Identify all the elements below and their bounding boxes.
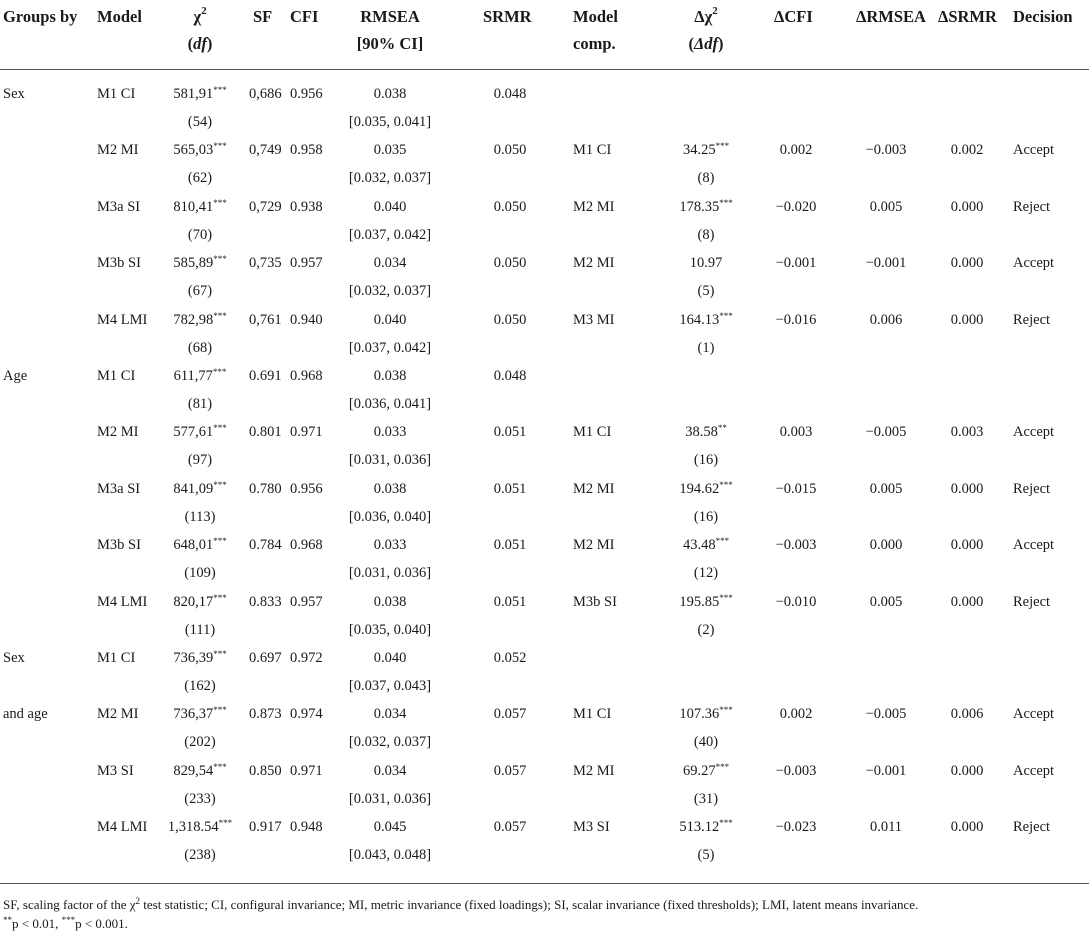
cell-sf: 0.784 <box>249 537 282 554</box>
delta-chi2-stars: *** <box>719 818 733 829</box>
cell-srmr: 0.057 <box>493 706 527 723</box>
cell-delta-srmr: 0.000 <box>950 819 984 836</box>
cell-sf: 0.780 <box>249 480 282 497</box>
footnote-line2-b: p < 0.001. <box>75 916 128 931</box>
delta-chi2-value: 10.97 <box>689 255 723 272</box>
cell-sf: 0.801 <box>249 424 282 441</box>
cell-sf: 0.873 <box>249 706 282 723</box>
cell-delta-chi2 <box>650 249 762 277</box>
cell-cfi: 0.957 <box>290 593 323 610</box>
cell-delta-srmr: 0.000 <box>950 198 984 215</box>
delta-chi2-value: 34.25 <box>682 142 716 159</box>
cell-model: M3a SI <box>97 198 141 215</box>
cell-rmsea: 0.038 <box>373 368 407 384</box>
col-header-delta-rmsea: ΔRMSEA <box>856 7 926 26</box>
cell-delta-rmsea: 0.005 <box>869 593 903 610</box>
cell-delta-cfi: −0.003 <box>775 537 817 554</box>
cell-rmsea: 0.040 <box>373 311 407 328</box>
cell-delta-rmsea: −0.003 <box>865 142 907 159</box>
cell-rmsea: 0.040 <box>373 650 407 666</box>
chi2-value: 611,77 <box>173 368 213 384</box>
bottom-rule <box>0 883 1089 884</box>
cell-df: (233) <box>184 790 216 807</box>
chi2-stars: *** <box>213 85 227 95</box>
cell-rmsea-ci: [0.032, 0.037] <box>348 283 432 300</box>
col-header-sf: SF <box>253 7 273 26</box>
cell-group: and age <box>3 706 48 723</box>
cell-sf: 0.850 <box>249 762 282 779</box>
delta-chi2-value: 69.27 <box>682 762 716 779</box>
delta-chi2-stars: *** <box>719 705 733 716</box>
cell-rmsea-ci: [0.043, 0.048] <box>348 847 432 864</box>
table-row <box>0 757 1089 813</box>
cell-cfi: 0.971 <box>290 762 323 779</box>
cell-delta-chi2 <box>650 136 762 164</box>
ddf-close: ) <box>718 34 724 53</box>
table-row <box>0 306 1089 362</box>
cell-sf: 0,735 <box>249 255 282 272</box>
delta-chi2-stars: *** <box>719 479 733 490</box>
cell-rmsea: 0.034 <box>373 255 407 272</box>
cell-chi2 <box>150 531 250 559</box>
cell-delta-chi2 <box>650 306 762 334</box>
delta-chi2-value: 38.58 <box>685 424 718 441</box>
cell-decision: Reject <box>1013 198 1051 215</box>
table-row <box>0 249 1089 305</box>
cell-df: (109) <box>184 565 216 582</box>
cell-delta-cfi: −0.015 <box>775 480 817 497</box>
col-header-cfi: CFI <box>290 7 319 26</box>
cell-rmsea-ci: [0.032, 0.037] <box>348 734 432 751</box>
cell-rmsea-ci: [0.031, 0.036] <box>348 790 432 807</box>
cell-sf: 0.697 <box>249 650 282 666</box>
cell-model-comp: M1 CI <box>573 424 612 441</box>
cell-rmsea-ci: [0.036, 0.041] <box>348 396 432 412</box>
cell-delta-df: (8) <box>697 226 715 243</box>
cell-delta-df: (8) <box>697 170 715 187</box>
cell-chi2 <box>150 136 250 164</box>
header-rule <box>0 69 1089 70</box>
col-header-groups-by: Groups by <box>3 7 78 26</box>
cell-decision: Reject <box>1013 593 1051 610</box>
cell-df: (67) <box>187 283 213 300</box>
cell-delta-df: (12) <box>693 565 719 582</box>
cell-delta-srmr: 0.000 <box>950 762 984 779</box>
cell-df: (81) <box>187 396 213 412</box>
cell-model: M1 CI <box>97 650 136 666</box>
cell-model: M4 LMI <box>97 819 148 836</box>
cell-delta-rmsea: 0.005 <box>869 480 903 497</box>
cell-delta-rmsea: 0.006 <box>869 311 903 328</box>
cell-delta-srmr: 0.000 <box>950 537 984 554</box>
cell-srmr: 0.057 <box>493 819 527 836</box>
cell-chi2 <box>150 588 250 616</box>
footnote-significance <box>3 914 128 933</box>
delta-chi2-stars: *** <box>719 310 733 321</box>
cell-rmsea-ci: [0.035, 0.040] <box>348 621 432 638</box>
cell-delta-df: (16) <box>693 452 719 469</box>
delta-chi2-stars: *** <box>715 536 730 547</box>
cell-srmr: 0.052 <box>493 650 527 666</box>
chi2-value: 648,01 <box>173 537 214 554</box>
cell-srmr: 0.050 <box>493 142 527 159</box>
cell-delta-cfi: 0.002 <box>779 142 813 159</box>
cell-delta-rmsea: 0.011 <box>869 819 903 836</box>
cell-srmr: 0.051 <box>493 593 527 610</box>
cell-delta-cfi: −0.003 <box>775 762 817 779</box>
cell-rmsea: 0.045 <box>373 819 407 836</box>
cell-delta-srmr: 0.000 <box>950 593 984 610</box>
model-comp-line1: Model <box>573 7 618 26</box>
cell-model: M3 SI <box>97 762 134 779</box>
cell-decision: Accept <box>1013 142 1055 159</box>
cell-model: M3b SI <box>97 255 141 272</box>
cell-delta-cfi: −0.016 <box>775 311 817 328</box>
cell-chi2 <box>150 813 250 841</box>
cell-df: (162) <box>184 678 216 694</box>
chi2-value: 585,89 <box>173 255 214 272</box>
chi2-symbol: χ <box>193 7 202 26</box>
delta-chi2-value: 178.35 <box>679 198 720 215</box>
chi2-value: 829,54 <box>173 762 214 779</box>
cell-df: (54) <box>187 114 213 130</box>
cell-chi2 <box>150 757 250 785</box>
cell-group: Age <box>3 368 28 384</box>
cell-model-comp: M3 SI <box>573 819 610 836</box>
cell-delta-rmsea: −0.001 <box>865 762 907 779</box>
cell-rmsea: 0.034 <box>373 762 407 779</box>
cell-df: (97) <box>187 452 213 469</box>
cell-cfi: 0.956 <box>290 86 323 102</box>
cell-df: (70) <box>187 226 213 243</box>
delta-chi2-value: 513.12 <box>679 819 720 836</box>
cell-srmr: 0.050 <box>493 198 527 215</box>
footnote-abbreviations <box>3 895 918 914</box>
cell-delta-df: (5) <box>697 283 715 300</box>
cell-sf: 0,686 <box>249 86 282 102</box>
cell-delta-df: (1) <box>697 339 715 356</box>
footnote-line1-b: test statistic; CI, configural invariance; MI, metric invariance (fixed loadings); SI, scalar invariance (fixed thresholds); LMI, latent means invariance. <box>140 897 919 912</box>
cell-chi2 <box>150 475 250 503</box>
table-row <box>0 475 1089 531</box>
cell-decision: Accept <box>1013 424 1055 441</box>
table-row <box>0 813 1089 869</box>
cell-delta-df: (31) <box>693 790 719 807</box>
cell-sf: 0,729 <box>249 198 282 215</box>
cell-cfi: 0.971 <box>290 424 323 441</box>
cell-model: M3b SI <box>97 537 141 554</box>
footnote-line1-a: SF, scaling factor of the χ <box>3 897 136 912</box>
cell-delta-srmr: 0.003 <box>950 424 984 441</box>
cell-cfi: 0.958 <box>290 142 323 159</box>
cell-decision: Accept <box>1013 706 1055 723</box>
cell-group: Sex <box>3 86 25 102</box>
cell-srmr: 0.051 <box>493 480 527 497</box>
model-comp-line2: comp. <box>573 34 616 53</box>
cell-srmr: 0.051 <box>493 537 527 554</box>
cell-rmsea: 0.035 <box>373 142 407 159</box>
cell-delta-chi2 <box>650 475 762 503</box>
col-header-model: Model <box>97 7 142 26</box>
cell-model-comp: M3 MI <box>573 311 615 328</box>
table-row <box>0 418 1089 474</box>
cell-decision: Reject <box>1013 819 1051 836</box>
table-row <box>0 531 1089 587</box>
cell-srmr: 0.048 <box>493 368 527 384</box>
cell-rmsea-ci: [0.035, 0.041] <box>348 114 432 130</box>
cell-sf: 0.917 <box>249 819 282 836</box>
cell-delta-cfi: −0.023 <box>775 819 817 836</box>
cell-delta-cfi: −0.010 <box>775 593 817 610</box>
cell-delta-rmsea: 0.005 <box>869 198 903 215</box>
footnote-chi2-superscript: 2 <box>135 896 141 906</box>
cell-df: (238) <box>184 847 216 864</box>
delta-chi2-value: 195.85 <box>679 593 720 610</box>
cell-delta-df: (40) <box>693 734 719 751</box>
cell-decision: Reject <box>1013 480 1051 497</box>
cell-delta-df: (2) <box>697 621 715 638</box>
table-row <box>0 362 1089 418</box>
cell-sf: 0.833 <box>249 593 282 610</box>
rmsea-ci-label: [90% CI] <box>356 34 424 53</box>
cell-rmsea-ci: [0.032, 0.037] <box>348 170 432 187</box>
cell-decision: Accept <box>1013 255 1055 272</box>
cell-model: M2 MI <box>97 706 139 723</box>
chi2-stars: *** <box>213 761 227 772</box>
delta-chi2-value: 43.48 <box>682 537 716 554</box>
cell-srmr: 0.057 <box>493 762 527 779</box>
table-row <box>0 644 1089 700</box>
cell-chi2 <box>150 644 250 672</box>
delta-df-label: Δdf <box>693 34 719 53</box>
cell-chi2 <box>150 362 250 390</box>
col-header-delta-chi2 <box>660 3 752 57</box>
footnote-stars-3: *** <box>61 915 76 925</box>
cell-model: M3a SI <box>97 480 141 497</box>
delta-chi2-value: 164.13 <box>679 311 720 328</box>
cell-delta-chi2 <box>650 757 762 785</box>
cell-srmr: 0.050 <box>493 311 527 328</box>
df-open: ( <box>187 34 194 53</box>
delta-chi2-value: 107.36 <box>679 706 720 723</box>
chi2-value: 565,03 <box>173 142 214 159</box>
cell-delta-rmsea: −0.005 <box>865 424 907 441</box>
cell-group: Sex <box>3 650 25 666</box>
chi2-value: 782,98 <box>173 311 214 328</box>
cell-model: M1 CI <box>97 86 136 102</box>
cell-delta-srmr: 0.000 <box>950 255 984 272</box>
cell-decision: Accept <box>1013 762 1055 779</box>
chi2-value: 577,61 <box>173 424 214 441</box>
delta-chi2-stars: *** <box>719 197 733 208</box>
delta-chi2-stars: *** <box>715 761 730 772</box>
cell-model: M1 CI <box>97 368 136 384</box>
cell-model: M4 LMI <box>97 311 148 328</box>
cell-chi2 <box>150 418 250 446</box>
cell-srmr: 0.048 <box>493 86 527 102</box>
cell-df: (68) <box>187 339 213 356</box>
cell-delta-rmsea: −0.005 <box>865 706 907 723</box>
cell-sf: 0,761 <box>249 311 282 328</box>
delta-chi2-superscript: 2 <box>712 5 718 17</box>
cell-chi2 <box>150 193 250 221</box>
cell-cfi: 0.957 <box>290 255 323 272</box>
chi2-stars: *** <box>212 367 227 377</box>
cell-rmsea-ci: [0.031, 0.036] <box>348 565 432 582</box>
cell-model-comp: M1 CI <box>573 706 612 723</box>
chi2-stars: *** <box>213 423 227 434</box>
chi2-superscript: 2 <box>201 5 207 17</box>
delta-chi2-stars: *** <box>719 592 733 603</box>
cell-model-comp: M2 MI <box>573 198 615 215</box>
cell-rmsea: 0.038 <box>373 86 407 102</box>
cell-rmsea-ci: [0.037, 0.042] <box>348 226 432 243</box>
cell-model-comp: M1 CI <box>573 142 612 159</box>
chi2-value: 810,41 <box>173 198 214 215</box>
cell-delta-cfi: 0.003 <box>779 424 813 441</box>
cell-delta-rmsea: −0.001 <box>865 255 907 272</box>
cell-rmsea: 0.033 <box>373 537 407 554</box>
col-header-model-comp <box>573 3 618 57</box>
cell-decision: Accept <box>1013 537 1055 554</box>
cell-df: (62) <box>187 170 213 187</box>
cell-rmsea-ci: [0.031, 0.036] <box>348 452 432 469</box>
cell-df: (113) <box>184 508 216 525</box>
cell-delta-df: (16) <box>693 508 719 525</box>
ddf-open: ( <box>688 34 694 53</box>
table-row <box>0 136 1089 192</box>
cell-rmsea: 0.034 <box>373 706 407 723</box>
cell-df: (111) <box>184 621 216 638</box>
cell-delta-srmr: 0.006 <box>950 706 984 723</box>
cell-delta-chi2 <box>650 813 762 841</box>
footnote-line2-a: p < 0.01, <box>12 916 62 931</box>
cell-delta-cfi: −0.001 <box>775 255 817 272</box>
chi2-stars: *** <box>213 649 227 659</box>
chi2-stars: *** <box>213 141 227 152</box>
cell-model: M4 LMI <box>97 593 148 610</box>
table-row <box>0 193 1089 249</box>
cell-model: M2 MI <box>97 142 139 159</box>
chi2-value: 736,37 <box>173 706 214 723</box>
cell-model-comp: M2 MI <box>573 537 615 554</box>
cell-delta-chi2 <box>650 588 762 616</box>
chi2-stars: *** <box>213 254 227 265</box>
col-header-rmsea <box>335 3 445 57</box>
rmsea-label: RMSEA <box>360 7 420 26</box>
cell-model-comp: M2 MI <box>573 762 615 779</box>
cell-rmsea-ci: [0.036, 0.040] <box>348 508 432 525</box>
cell-delta-df: (5) <box>697 847 715 864</box>
cell-chi2 <box>150 80 250 108</box>
cell-cfi: 0.974 <box>290 706 323 723</box>
cell-cfi: 0.972 <box>290 650 323 666</box>
col-header-chi2 <box>170 3 230 57</box>
chi2-value: 736,39 <box>173 650 214 666</box>
cell-chi2 <box>150 249 250 277</box>
col-header-srmr: SRMR <box>483 7 532 26</box>
cell-delta-cfi: 0.002 <box>779 706 813 723</box>
cell-cfi: 0.956 <box>290 480 323 497</box>
cell-cfi: 0.940 <box>290 311 323 328</box>
cell-rmsea-ci: [0.037, 0.042] <box>348 339 432 356</box>
footnote-stars-2: ** <box>3 915 12 925</box>
table-row <box>0 700 1089 756</box>
cell-sf: 0.691 <box>249 368 282 384</box>
cell-delta-chi2 <box>650 531 762 559</box>
cell-rmsea: 0.033 <box>373 424 407 441</box>
cell-cfi: 0.948 <box>290 819 323 836</box>
chi2-value: 820,17 <box>173 593 214 610</box>
chi2-value: 581,91 <box>173 86 214 102</box>
cell-model-comp: M2 MI <box>573 255 615 272</box>
cell-cfi: 0.968 <box>290 537 323 554</box>
chi2-stars: *** <box>213 310 227 321</box>
cell-model-comp: M2 MI <box>573 480 615 497</box>
col-header-delta-srmr: ΔSRMR <box>938 7 997 26</box>
cell-chi2 <box>150 306 250 334</box>
cell-rmsea: 0.038 <box>373 593 407 610</box>
cell-rmsea: 0.040 <box>373 198 407 215</box>
delta-chi2-value: 194.62 <box>679 480 720 497</box>
chi2-value: 1,318.54 <box>167 819 219 836</box>
cell-delta-srmr: 0.002 <box>950 142 984 159</box>
cell-df: (202) <box>184 734 216 751</box>
table-row <box>0 588 1089 644</box>
chi2-stars: *** <box>213 592 227 603</box>
cell-chi2 <box>150 700 250 728</box>
delta-chi2-symbol: Δχ <box>694 7 713 26</box>
cell-srmr: 0.050 <box>493 255 527 272</box>
table-row <box>0 80 1089 136</box>
col-header-decision: Decision <box>1013 7 1073 26</box>
cell-sf: 0,749 <box>249 142 282 159</box>
chi2-stars: *** <box>213 197 227 208</box>
cell-delta-chi2 <box>650 418 762 446</box>
cell-delta-chi2 <box>650 193 762 221</box>
cell-model-comp: M3b SI <box>573 593 617 610</box>
col-header-delta-cfi: ΔCFI <box>774 7 813 26</box>
cell-model: M2 MI <box>97 424 139 441</box>
cell-cfi: 0.938 <box>290 198 323 215</box>
cell-srmr: 0.051 <box>493 424 527 441</box>
cell-delta-srmr: 0.000 <box>950 480 984 497</box>
cell-delta-rmsea: 0.000 <box>869 537 903 554</box>
cell-delta-cfi: −0.020 <box>775 198 817 215</box>
df-label: df <box>193 34 207 53</box>
cell-delta-srmr: 0.000 <box>950 311 984 328</box>
cell-delta-chi2 <box>650 700 762 728</box>
chi2-stars: *** <box>213 479 227 490</box>
cell-rmsea: 0.038 <box>373 480 407 497</box>
cell-cfi: 0.968 <box>290 368 323 384</box>
chi2-stars: *** <box>213 536 227 547</box>
cell-decision: Reject <box>1013 311 1051 328</box>
chi2-stars: *** <box>218 818 233 829</box>
delta-chi2-stars: *** <box>715 141 730 152</box>
cell-rmsea-ci: [0.037, 0.043] <box>348 678 432 694</box>
chi2-value: 841,09 <box>173 480 214 497</box>
df-close: ) <box>206 34 213 53</box>
chi2-stars: *** <box>213 705 227 716</box>
delta-chi2-stars: ** <box>717 423 727 434</box>
